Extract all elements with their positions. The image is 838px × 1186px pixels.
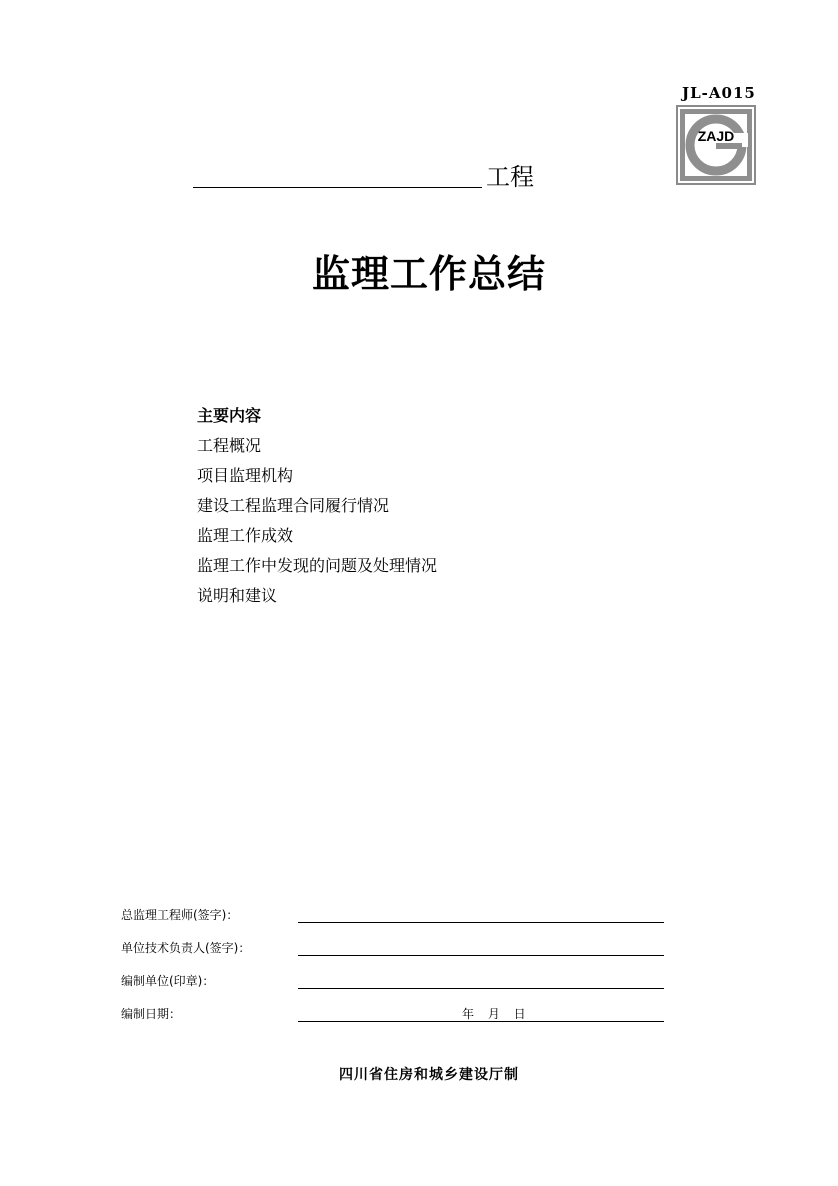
contents-item: 监理工作中发现的问题及处理情况 xyxy=(197,556,438,575)
tech-lead-signature-line[interactable] xyxy=(298,955,664,956)
contents-item: 监理工作成效 xyxy=(197,526,294,545)
tech-lead-row xyxy=(121,940,664,960)
date-label: 编制日期： xyxy=(121,1007,182,1021)
chief-engineer-row xyxy=(121,907,664,927)
logo-text: ZAJD xyxy=(697,128,735,144)
chief-engineer-label: 总监理工程师(签字)： xyxy=(121,908,239,922)
date-row xyxy=(121,1006,664,1026)
unit-seal-line[interactable] xyxy=(298,988,664,989)
form-code: JL-A015 xyxy=(682,84,756,102)
tech-lead-label: 单位技术负责人(签字)： xyxy=(121,941,251,955)
project-name-line[interactable] xyxy=(193,187,482,188)
issuer-footer: 四川省住房和城乡建设厅制 xyxy=(339,1067,519,1083)
date-line[interactable] xyxy=(298,1021,664,1022)
contents-heading: 主要内容 xyxy=(197,406,262,425)
contents-item: 说明和建议 xyxy=(197,586,278,605)
contents-item: 工程概况 xyxy=(197,436,262,455)
zajd-logo xyxy=(676,105,756,185)
unit-row xyxy=(121,973,664,993)
document-title: 监理工作总结 xyxy=(311,252,546,296)
contents-item: 项目监理机构 xyxy=(197,466,294,485)
date-text: 年 月 日 xyxy=(462,1007,526,1021)
unit-label: 编制单位(印章)： xyxy=(121,974,215,988)
chief-engineer-signature-line[interactable] xyxy=(298,922,664,923)
project-suffix: 工程 xyxy=(486,163,534,191)
contents-list xyxy=(197,401,437,611)
contents-item: 建设工程监理合同履行情况 xyxy=(197,496,390,515)
